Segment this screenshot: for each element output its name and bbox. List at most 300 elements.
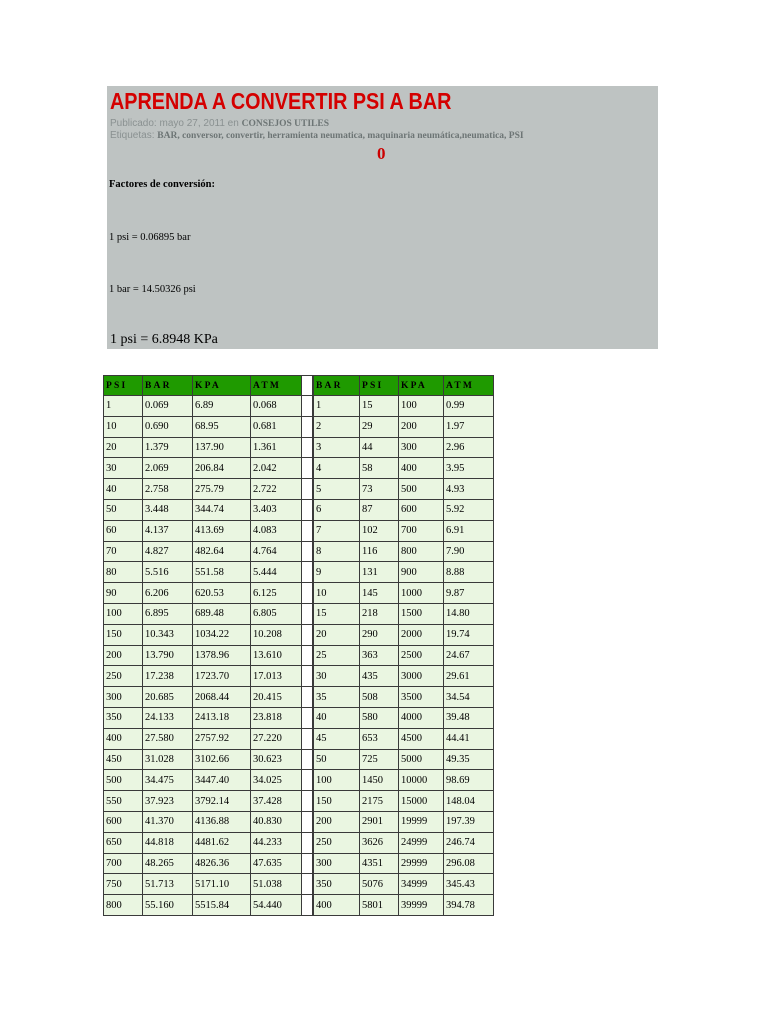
table-cell: 29 xyxy=(360,416,399,437)
published-date: mayo 27, 2011 xyxy=(159,118,225,129)
table-header-row xyxy=(104,376,302,396)
spacer-cell xyxy=(302,749,313,770)
table-cell: 70 xyxy=(104,541,143,562)
table-cell: 51.038 xyxy=(251,874,302,895)
table-cell: 58 xyxy=(360,458,399,479)
table-cell: 2901 xyxy=(360,811,399,832)
spacer-cell xyxy=(302,853,313,874)
table-cell: 3447.40 xyxy=(193,770,251,791)
psi-table-body xyxy=(104,396,302,916)
spacer-cell xyxy=(302,687,313,708)
table-row xyxy=(314,541,494,562)
table-row xyxy=(314,520,494,541)
table-row xyxy=(104,811,302,832)
table-cell: 80 xyxy=(104,562,143,583)
table-cell: 54.440 xyxy=(251,895,302,916)
table-row xyxy=(314,874,494,895)
table-cell: 600 xyxy=(399,499,444,520)
table-cell: 9 xyxy=(314,562,360,583)
table-cell: 1500 xyxy=(399,603,444,624)
table-row xyxy=(104,749,302,770)
table-row xyxy=(314,458,494,479)
table-cell: 51.713 xyxy=(143,874,193,895)
table-cell: 19.74 xyxy=(444,624,494,645)
table-cell: 290 xyxy=(360,624,399,645)
table-cell: 39999 xyxy=(399,895,444,916)
table-cell: 73 xyxy=(360,479,399,500)
table-cell: 5076 xyxy=(360,874,399,895)
table-cell: 1450 xyxy=(360,770,399,791)
table-row xyxy=(104,666,302,687)
table-row xyxy=(314,811,494,832)
table-row xyxy=(104,583,302,604)
table-cell: 275.79 xyxy=(193,479,251,500)
table-cell: 500 xyxy=(104,770,143,791)
table-cell: 6.805 xyxy=(251,603,302,624)
table-row xyxy=(104,853,302,874)
table-cell: 197.39 xyxy=(444,811,494,832)
bar-table-body xyxy=(314,396,494,916)
column-header-bar: BAR xyxy=(143,376,193,396)
table-cell: 363 xyxy=(360,645,399,666)
table-cell: 24999 xyxy=(399,832,444,853)
spacer-cell xyxy=(302,645,313,666)
table-cell: 4000 xyxy=(399,707,444,728)
column-header-psi: PSI xyxy=(104,376,143,396)
table-cell: 345.43 xyxy=(444,874,494,895)
spacer-cell xyxy=(302,666,313,687)
table-cell: 19999 xyxy=(399,811,444,832)
table-cell: 3.403 xyxy=(251,499,302,520)
table-cell: 5.444 xyxy=(251,562,302,583)
table-cell: 48.265 xyxy=(143,853,193,874)
table-cell: 44.233 xyxy=(251,832,302,853)
table-row xyxy=(104,832,302,853)
table-cell: 3500 xyxy=(399,687,444,708)
factor-bar-to-psi: 1 bar = 14.50326 psi xyxy=(109,284,196,295)
table-row xyxy=(314,853,494,874)
table-cell: 148.04 xyxy=(444,791,494,812)
table-row xyxy=(314,791,494,812)
table-row xyxy=(104,416,302,437)
table-cell: 350 xyxy=(314,874,360,895)
table-row xyxy=(314,499,494,520)
table-cell: 40 xyxy=(104,479,143,500)
table-cell: 689.48 xyxy=(193,603,251,624)
table-cell: 37.428 xyxy=(251,791,302,812)
spacer-cell xyxy=(302,874,313,895)
table-cell: 34.025 xyxy=(251,770,302,791)
spacer-cell xyxy=(302,895,313,916)
table-cell: 20.685 xyxy=(143,687,193,708)
table-cell: 34999 xyxy=(399,874,444,895)
table-cell: 9.87 xyxy=(444,583,494,604)
table-cell: 800 xyxy=(104,895,143,916)
table-cell: 7 xyxy=(314,520,360,541)
table-cell: 400 xyxy=(314,895,360,916)
table-cell: 1.361 xyxy=(251,437,302,458)
table-row xyxy=(104,874,302,895)
table-cell: 206.84 xyxy=(193,458,251,479)
table-cell: 296.08 xyxy=(444,853,494,874)
table-cell: 102 xyxy=(360,520,399,541)
table-cell: 5801 xyxy=(360,895,399,916)
table-cell: 6.125 xyxy=(251,583,302,604)
table-cell: 450 xyxy=(104,749,143,770)
table-cell: 137.90 xyxy=(193,437,251,458)
table-row xyxy=(314,583,494,604)
table-cell: 1.97 xyxy=(444,416,494,437)
post-header xyxy=(107,86,658,349)
table-cell: 10 xyxy=(314,583,360,604)
spacer-cell xyxy=(302,458,313,479)
table-cell: 4.93 xyxy=(444,479,494,500)
spacer-cell xyxy=(302,520,313,541)
spacer-cell xyxy=(302,499,313,520)
category-link[interactable]: CONSEJOS UTILES xyxy=(241,119,329,129)
table-cell: 344.74 xyxy=(193,499,251,520)
table-cell: 250 xyxy=(104,666,143,687)
table-cell: 17.013 xyxy=(251,666,302,687)
column-header-kpa: KPA xyxy=(193,376,251,396)
table-cell: 1378.96 xyxy=(193,645,251,666)
table-cell: 13.790 xyxy=(143,645,193,666)
table-cell: 29999 xyxy=(399,853,444,874)
column-header-bar: BAR xyxy=(314,376,360,396)
table-row xyxy=(314,707,494,728)
table-row xyxy=(314,895,494,916)
table-cell: 6 xyxy=(314,499,360,520)
table-cell: 68.95 xyxy=(193,416,251,437)
table-cell: 2413.18 xyxy=(193,707,251,728)
table-cell: 350 xyxy=(104,707,143,728)
table-row xyxy=(314,396,494,417)
table-row xyxy=(104,687,302,708)
table-cell: 300 xyxy=(314,853,360,874)
table-cell: 8.88 xyxy=(444,562,494,583)
table-cell: 7.90 xyxy=(444,541,494,562)
table-cell: 4.137 xyxy=(143,520,193,541)
table-cell: 49.35 xyxy=(444,749,494,770)
table-cell: 10000 xyxy=(399,770,444,791)
table-cell: 17.238 xyxy=(143,666,193,687)
table-cell: 31.028 xyxy=(143,749,193,770)
table-cell: 2.042 xyxy=(251,458,302,479)
published-prefix: Publicado: xyxy=(110,118,160,129)
column-header-atm: ATM xyxy=(251,376,302,396)
table-cell: 131 xyxy=(360,562,399,583)
comment-count[interactable]: 0 xyxy=(377,144,386,163)
table-row xyxy=(314,624,494,645)
table-cell: 5000 xyxy=(399,749,444,770)
table-cell: 50 xyxy=(104,499,143,520)
table-cell: 15 xyxy=(314,603,360,624)
table-cell: 25 xyxy=(314,645,360,666)
table-cell: 90 xyxy=(104,583,143,604)
table-cell: 246.74 xyxy=(444,832,494,853)
spacer-cell xyxy=(302,583,313,604)
published-in: en xyxy=(224,118,242,129)
table-cell: 27.580 xyxy=(143,728,193,749)
table-row xyxy=(104,437,302,458)
table-header-row xyxy=(314,376,494,396)
table-cell: 150 xyxy=(104,624,143,645)
table-row xyxy=(104,603,302,624)
spacer-cell xyxy=(302,832,313,853)
table-cell: 24.133 xyxy=(143,707,193,728)
table-cell: 2500 xyxy=(399,645,444,666)
table-row xyxy=(314,687,494,708)
table-cell: 2 xyxy=(314,416,360,437)
table-cell: 400 xyxy=(104,728,143,749)
spacer-cell xyxy=(302,603,313,624)
spacer-cell xyxy=(302,562,313,583)
table-row xyxy=(104,479,302,500)
table-cell: 900 xyxy=(399,562,444,583)
table-cell: 20 xyxy=(314,624,360,645)
table-cell: 2000 xyxy=(399,624,444,645)
spacer-cell xyxy=(302,541,313,562)
table-cell: 100 xyxy=(104,603,143,624)
table-cell: 2.722 xyxy=(251,479,302,500)
spacer-cell xyxy=(302,479,313,500)
table-cell: 3.95 xyxy=(444,458,494,479)
table-cell: 14.80 xyxy=(444,603,494,624)
table-row xyxy=(104,895,302,916)
table-cell: 551.58 xyxy=(193,562,251,583)
table-cell: 3626 xyxy=(360,832,399,853)
table-cell: 5515.84 xyxy=(193,895,251,916)
table-cell: 1.379 xyxy=(143,437,193,458)
table-cell: 1 xyxy=(104,396,143,417)
table-cell: 15000 xyxy=(399,791,444,812)
table-cell: 200 xyxy=(399,416,444,437)
table-cell: 4.764 xyxy=(251,541,302,562)
column-header-atm: ATM xyxy=(444,376,494,396)
table-cell: 2068.44 xyxy=(193,687,251,708)
spacer-cell xyxy=(302,811,313,832)
table-row xyxy=(104,728,302,749)
table-cell: 34.54 xyxy=(444,687,494,708)
table-cell: 200 xyxy=(104,645,143,666)
psi-conversion-table xyxy=(103,375,302,916)
table-cell: 0.690 xyxy=(143,416,193,437)
tags-links[interactable]: BAR, conversor, convertir, herramienta neumatica, maquinaria neumática,neumatica, PSI xyxy=(157,131,524,141)
table-row xyxy=(104,396,302,417)
table-cell: 0.068 xyxy=(251,396,302,417)
table-cell: 30.623 xyxy=(251,749,302,770)
table-cell: 15 xyxy=(360,396,399,417)
table-cell: 29.61 xyxy=(444,666,494,687)
table-row xyxy=(314,749,494,770)
table-spacer-column xyxy=(301,375,313,916)
table-cell: 1 xyxy=(314,396,360,417)
table-cell: 100 xyxy=(314,770,360,791)
table-cell: 60 xyxy=(104,520,143,541)
table-row xyxy=(314,562,494,583)
table-cell: 300 xyxy=(104,687,143,708)
table-cell: 620.53 xyxy=(193,583,251,604)
table-cell: 725 xyxy=(360,749,399,770)
table-cell: 4136.88 xyxy=(193,811,251,832)
factor-psi-to-bar: 1 psi = 0.06895 bar xyxy=(109,232,191,243)
column-header-psi: PSI xyxy=(360,376,399,396)
table-cell: 550 xyxy=(104,791,143,812)
table-cell: 37.923 xyxy=(143,791,193,812)
table-cell: 41.370 xyxy=(143,811,193,832)
table-cell: 1000 xyxy=(399,583,444,604)
table-cell: 44.818 xyxy=(143,832,193,853)
post-published xyxy=(110,118,329,129)
table-cell: 2757.92 xyxy=(193,728,251,749)
tags-prefix: Etiquetas: xyxy=(110,130,158,141)
spacer-cell xyxy=(302,791,313,812)
table-cell: 150 xyxy=(314,791,360,812)
spacer-cell xyxy=(302,707,313,728)
table-row xyxy=(104,645,302,666)
column-header-kpa: KPA xyxy=(399,376,444,396)
table-cell: 2.96 xyxy=(444,437,494,458)
table-cell: 0.069 xyxy=(143,396,193,417)
spacer-cell xyxy=(302,770,313,791)
table-cell: 250 xyxy=(314,832,360,853)
table-cell: 50 xyxy=(314,749,360,770)
table-cell: 145 xyxy=(360,583,399,604)
table-cell: 44 xyxy=(360,437,399,458)
table-cell: 2.069 xyxy=(143,458,193,479)
table-cell: 5.92 xyxy=(444,499,494,520)
table-cell: 1034.22 xyxy=(193,624,251,645)
table-cell: 35 xyxy=(314,687,360,708)
table-cell: 2.758 xyxy=(143,479,193,500)
table-cell: 0.681 xyxy=(251,416,302,437)
table-cell: 4.083 xyxy=(251,520,302,541)
bar-conversion-table xyxy=(313,375,494,916)
table-cell: 508 xyxy=(360,687,399,708)
table-cell: 5171.10 xyxy=(193,874,251,895)
table-cell: 30 xyxy=(104,458,143,479)
table-cell: 116 xyxy=(360,541,399,562)
table-cell: 750 xyxy=(104,874,143,895)
table-row xyxy=(314,603,494,624)
table-row xyxy=(314,645,494,666)
table-cell: 4351 xyxy=(360,853,399,874)
table-cell: 653 xyxy=(360,728,399,749)
table-row xyxy=(314,437,494,458)
table-cell: 3000 xyxy=(399,666,444,687)
table-cell: 45 xyxy=(314,728,360,749)
table-cell: 5.516 xyxy=(143,562,193,583)
factors-title: Factores de conversión: xyxy=(109,179,215,190)
table-cell: 98.69 xyxy=(444,770,494,791)
table-cell: 3.448 xyxy=(143,499,193,520)
table-cell: 800 xyxy=(399,541,444,562)
table-cell: 394.78 xyxy=(444,895,494,916)
table-cell: 600 xyxy=(104,811,143,832)
table-cell: 580 xyxy=(360,707,399,728)
spacer-cell xyxy=(302,437,313,458)
table-cell: 3 xyxy=(314,437,360,458)
table-cell: 40.830 xyxy=(251,811,302,832)
table-row xyxy=(314,832,494,853)
table-row xyxy=(104,562,302,583)
table-cell: 1723.70 xyxy=(193,666,251,687)
table-cell: 4.827 xyxy=(143,541,193,562)
table-cell: 100 xyxy=(399,396,444,417)
table-cell: 6.206 xyxy=(143,583,193,604)
table-cell: 13.610 xyxy=(251,645,302,666)
spacer-cell xyxy=(302,416,313,437)
table-cell: 6.895 xyxy=(143,603,193,624)
spacer-cell xyxy=(302,376,313,396)
table-cell: 87 xyxy=(360,499,399,520)
table-cell: 2175 xyxy=(360,791,399,812)
table-cell: 650 xyxy=(104,832,143,853)
table-cell: 39.48 xyxy=(444,707,494,728)
table-row xyxy=(314,770,494,791)
table-cell: 40 xyxy=(314,707,360,728)
table-cell: 700 xyxy=(399,520,444,541)
table-row xyxy=(314,728,494,749)
table-cell: 5 xyxy=(314,479,360,500)
table-cell: 8 xyxy=(314,541,360,562)
table-cell: 218 xyxy=(360,603,399,624)
table-cell: 3102.66 xyxy=(193,749,251,770)
table-cell: 23.818 xyxy=(251,707,302,728)
table-row xyxy=(104,791,302,812)
table-cell: 4826.36 xyxy=(193,853,251,874)
table-cell: 27.220 xyxy=(251,728,302,749)
post-title[interactable]: APRENDA A CONVERTIR PSI A BAR xyxy=(110,88,452,114)
table-cell: 24.67 xyxy=(444,645,494,666)
table-cell: 3792.14 xyxy=(193,791,251,812)
table-row xyxy=(104,770,302,791)
table-cell: 200 xyxy=(314,811,360,832)
table-row xyxy=(104,624,302,645)
table-row xyxy=(104,541,302,562)
table-cell: 700 xyxy=(104,853,143,874)
factor-psi-to-kpa: 1 psi = 6.8948 KPa xyxy=(110,332,218,347)
table-cell: 30 xyxy=(314,666,360,687)
table-cell: 400 xyxy=(399,458,444,479)
table-cell: 10.208 xyxy=(251,624,302,645)
table-cell: 6.91 xyxy=(444,520,494,541)
post-tags xyxy=(110,130,524,141)
table-cell: 10 xyxy=(104,416,143,437)
table-row xyxy=(314,479,494,500)
spacer-cell xyxy=(302,396,313,417)
table-cell: 482.64 xyxy=(193,541,251,562)
table-cell: 10.343 xyxy=(143,624,193,645)
table-row xyxy=(314,416,494,437)
table-cell: 4 xyxy=(314,458,360,479)
table-cell: 413.69 xyxy=(193,520,251,541)
table-cell: 47.635 xyxy=(251,853,302,874)
table-row xyxy=(104,707,302,728)
table-cell: 4500 xyxy=(399,728,444,749)
table-cell: 6.89 xyxy=(193,396,251,417)
table-cell: 4481.62 xyxy=(193,832,251,853)
table-cell: 34.475 xyxy=(143,770,193,791)
table-cell: 500 xyxy=(399,479,444,500)
table-cell: 20.415 xyxy=(251,687,302,708)
table-cell: 0.99 xyxy=(444,396,494,417)
table-cell: 55.160 xyxy=(143,895,193,916)
table-row xyxy=(314,666,494,687)
spacer-cell xyxy=(302,624,313,645)
spacer-cell xyxy=(302,728,313,749)
table-cell: 20 xyxy=(104,437,143,458)
